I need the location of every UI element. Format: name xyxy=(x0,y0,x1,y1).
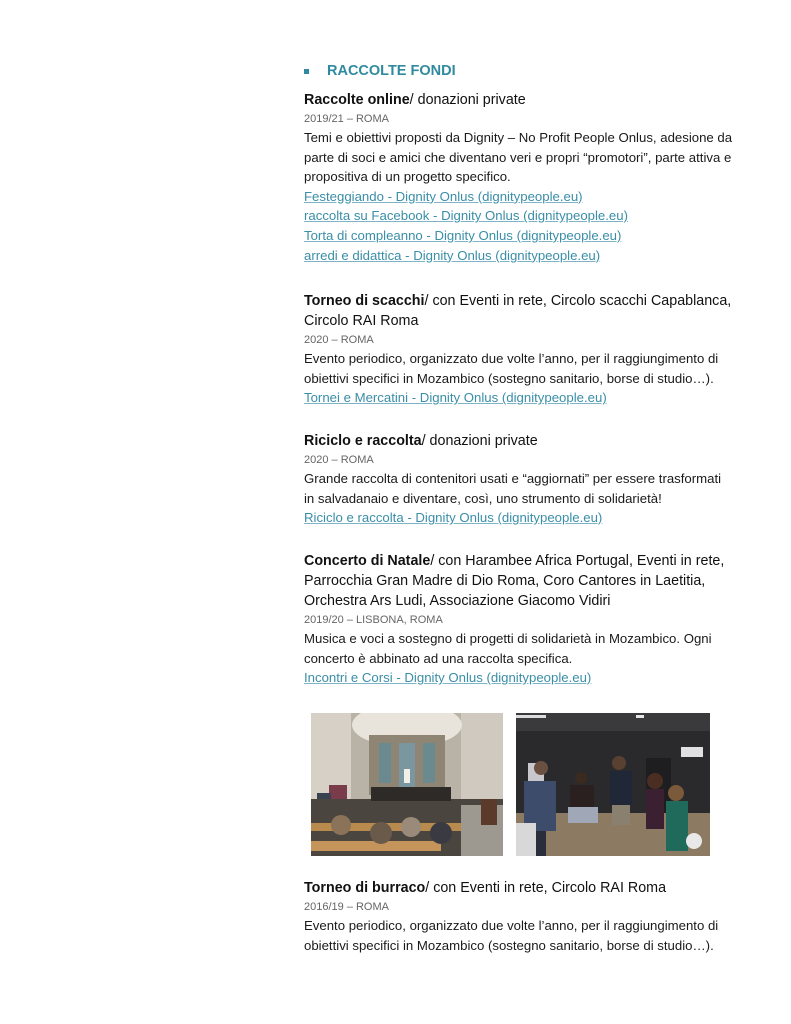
entry-title xyxy=(304,551,734,611)
link-raccolta-facebook[interactable]: raccolta su Facebook - Dignity Onlus (dignitypeople.eu) xyxy=(304,208,628,224)
entry-title-rest: / donazioni private xyxy=(409,92,526,108)
entry-description: Evento periodico, organizzato due volte l’anno, per il raggiungimento di obiettivi specifici in Mozambico (sostegno sanitario, borse di studio…). xyxy=(304,351,719,386)
entry-title-rest: / con Eventi in rete, Circolo RAI Roma xyxy=(425,880,667,896)
link-torta-compleanno[interactable]: Torta di compleanno - Dignity Onlus (dignitypeople.eu) xyxy=(304,227,622,243)
link-festeggiando[interactable]: Festeggiando - Dignity Onlus (dignitypeople.eu) xyxy=(304,188,583,204)
entry-date: 2019/21 – ROMA xyxy=(304,113,389,125)
entry-date: 2019/20 – LISBONA, ROMA xyxy=(304,614,443,626)
entry-title-bold: Raccolte online xyxy=(304,92,410,108)
church-concert-photo xyxy=(311,713,503,856)
entry-torneo-scacchi xyxy=(304,291,734,408)
link-incontri-corsi[interactable]: Incontri e Corsi - Dignity Onlus (dignitypeople.eu) xyxy=(304,670,592,686)
entry-title-rest: / con Harambee Africa Portugal, Eventi in rete, Parrocchia Gran Madre di Dio Roma, Coro Cantores in Laetitia, Orchestra Ars Ludi, Associazione Giacomo Vidiri xyxy=(304,553,725,609)
entry-title xyxy=(304,291,734,331)
entry-title-rest: / con Eventi in rete, Circolo scacchi Capablanca, Circolo RAI Roma xyxy=(304,293,732,329)
entry-description: Musica e voci a sostegno di progetti di solidarietà in Mozambico. Ogni concerto è abbinato ad una raccolta specifica. xyxy=(304,631,712,666)
link-tornei-mercatini[interactable]: Tornei e Mercatini - Dignity Onlus (dignitypeople.eu) xyxy=(304,390,607,406)
entry-description: Temi e obiettivi proposti da Dignity – No Profit People Onlus, adesione da parte di soci e amici che diventano veri e propri “promotori”, parte attiva e propositiva di un progetto specifico. xyxy=(304,130,733,185)
entry-concerto-natale xyxy=(304,551,734,688)
section-heading: RACCOLTE FONDI xyxy=(327,63,456,79)
entry-raccolte-online xyxy=(304,90,734,265)
entry-title-bold: Torneo di scacchi xyxy=(304,293,425,309)
link-riciclo-raccolta[interactable]: Riciclo e raccolta - Dignity Onlus (dignitypeople.eu) xyxy=(304,510,603,526)
entry-title-bold: Torneo di burraco xyxy=(304,880,426,896)
entry-title-bold: Riciclo e raccolta xyxy=(304,433,422,449)
entry-title-rest: / donazioni private xyxy=(421,433,538,449)
entry-description: Evento periodico, organizzato due volte l’anno, per il raggiungimento di obiettivi specifici in Mozambico (sostegno sanitario, borse di studio…). xyxy=(304,918,719,953)
entry-title-bold: Concerto di Natale xyxy=(304,553,431,569)
entry-description: Grande raccolta di contenitori usati e “aggiornati” per essere trasformati in salvadanaio e diventare, così, uno strumento di solidarietà! xyxy=(304,471,722,506)
entry-title xyxy=(304,878,734,898)
entry-riciclo-raccolta xyxy=(304,431,734,528)
entry-date: 2016/19 – ROMA xyxy=(304,901,389,913)
entry-date: 2020 – ROMA xyxy=(304,334,374,346)
section-bullet xyxy=(304,69,309,74)
link-arredi-didattica[interactable]: arredi e didattica - Dignity Onlus (dignitypeople.eu) xyxy=(304,247,601,263)
entry-title xyxy=(304,431,734,451)
entry-title xyxy=(304,90,734,110)
band-rehearsal-photo xyxy=(516,713,710,856)
entry-date: 2020 – ROMA xyxy=(304,454,374,466)
entry-torneo-burraco xyxy=(304,878,734,955)
